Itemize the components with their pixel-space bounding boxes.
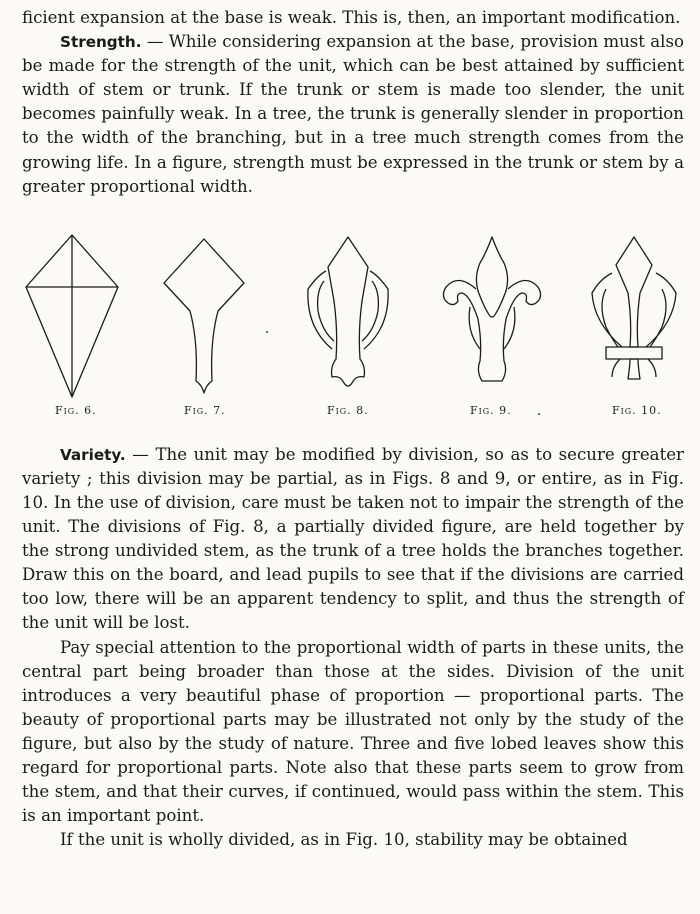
fleur-unit-icon	[436, 231, 548, 403]
paragraph-variety	[22, 443, 684, 636]
print-speck	[266, 331, 268, 333]
paragraph-last: If the unit is wholly divided, as in Fig. 10, stability may be obtained	[60, 830, 628, 850]
heading-strength: Strength.	[60, 33, 142, 52]
paragraph-strength	[22, 30, 684, 199]
wholly-divided-unit-icon	[582, 231, 686, 403]
kite-diamond-icon	[22, 231, 122, 403]
print-speck	[538, 413, 540, 415]
caption-fig-10: Fig. 10.	[612, 403, 662, 417]
paragraph-continued: ficient expansion at the base is weak. This is, then, an important modification.	[22, 8, 681, 27]
figure-row	[22, 217, 684, 435]
variety-text: — The unit may be modified by division, so as to secure greater variety ; this division may be partial, as in Figs. 8 and 9, or entire, as in Fig. 10. In the use of division, care must be taken not to impair the strength of the unit. The divisions of Fig. 8, a partially divided figure, are held together by the strong undivided stem, as the trunk of a tree holds the branches together. Draw this on the board, and lead pupils to see that if the divisions are carried too low, there will be an apparent tendency to split, and thus the strength of the unit will be lost.	[22, 444, 684, 633]
partially-divided-unit-icon	[296, 231, 400, 403]
caption-fig-9: Fig. 9.	[470, 403, 512, 417]
caption-fig-7: Fig. 7.	[184, 403, 226, 417]
caption-fig-8: Fig. 8.	[327, 403, 369, 417]
paragraph-proportion: Pay special attention to the proportional width of parts in these units, the central part being broader than those at the sides. Division of the unit introduces a very beautiful phase of proportion — proportional parts. The beauty of proportional parts may be illustrated not only by the study of the figure, but also by the study of nature. Three and five lobed leaves show this regard for proportional parts. Note also that these parts seem to grow from the stem, and that their curves, if continued, would pass within the stem. This is an important point.	[22, 637, 684, 826]
heading-variety: Variety.	[60, 445, 126, 464]
caption-fig-6: Fig. 6.	[55, 403, 97, 417]
strength-text: — While considering expansion at the base, provision must also be made for the strength of the unit, which can be best attained by sufficient width of stem or trunk. If the trunk or stem is made too slender, the unit becomes painfully weak. In a tree, the trunk is generally slender in proportion to the width of the branching, but in a tree much strength comes from the growing life. In a figure, strength must be expressed in the trunk or stem by a greater proportional width.	[22, 32, 684, 196]
diamond-with-stem-icon	[158, 231, 250, 403]
book-page	[22, 6, 684, 852]
